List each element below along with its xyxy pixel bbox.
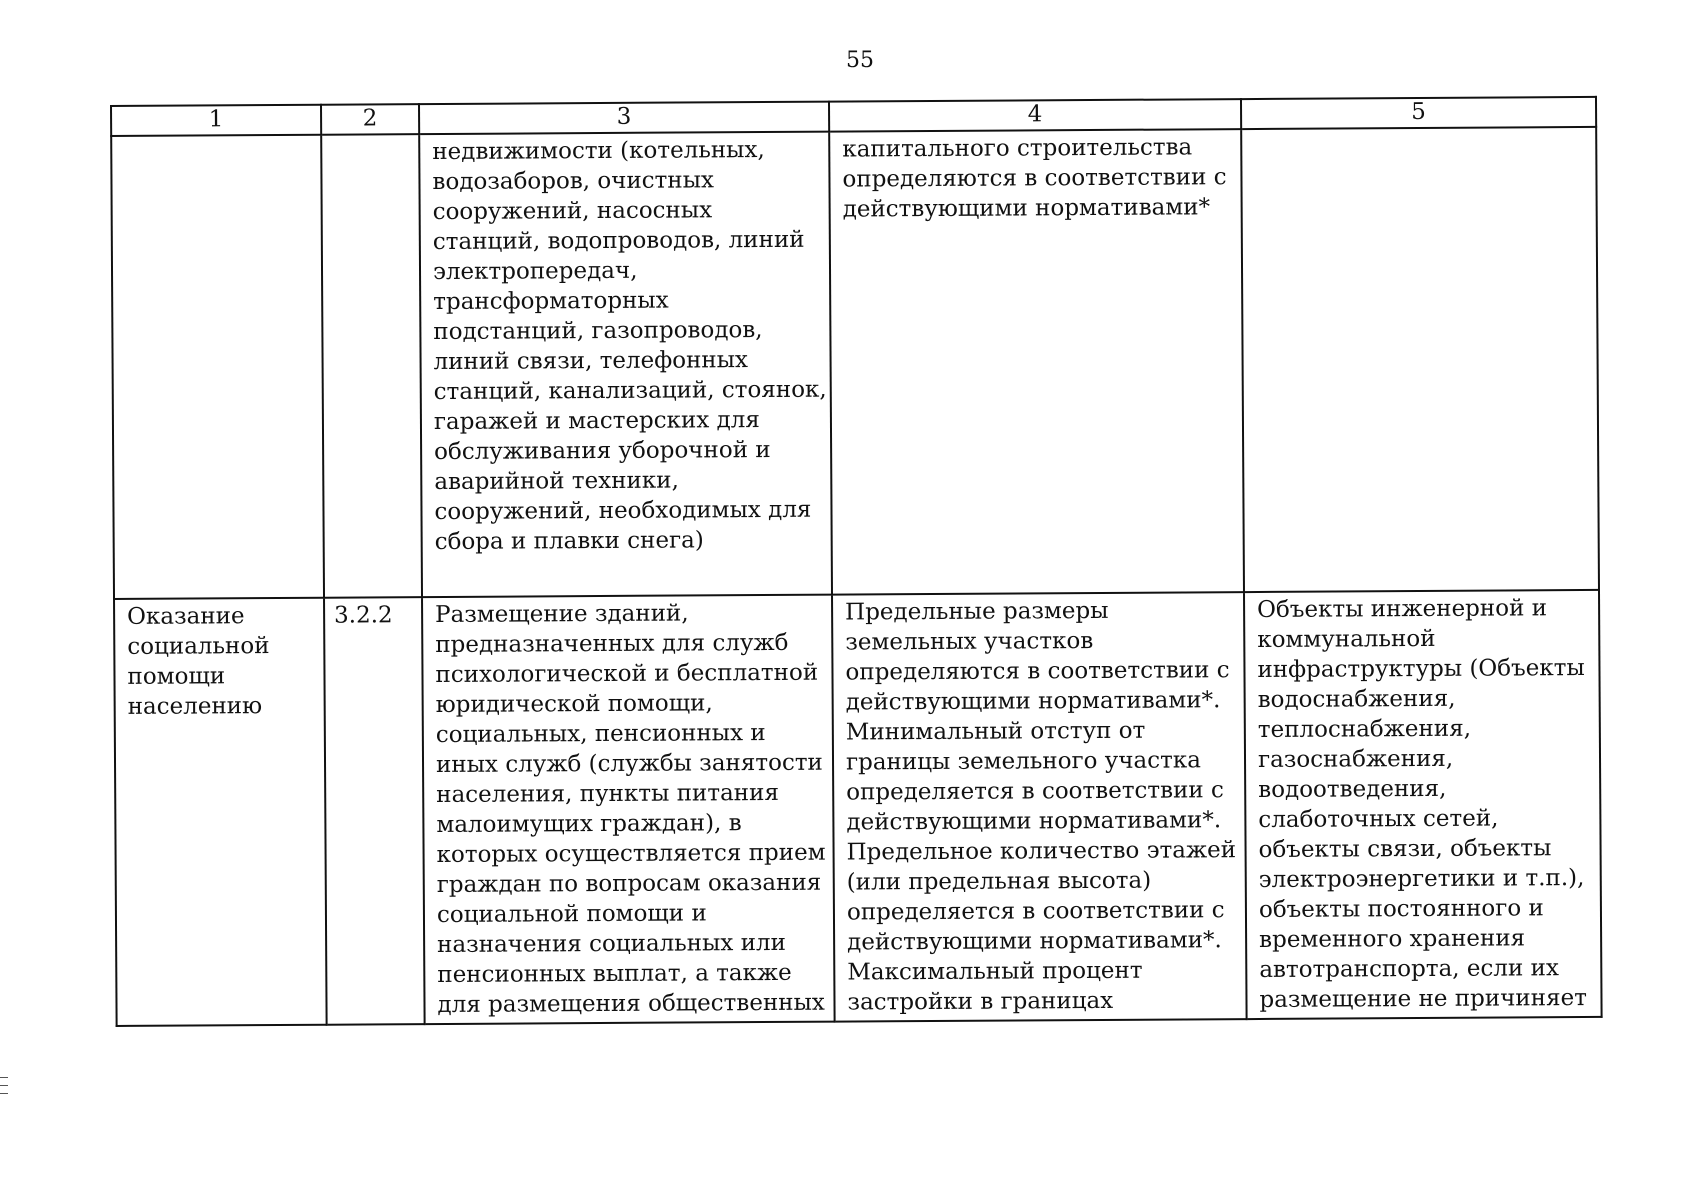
cell-text-line: определяется в соответствии с xyxy=(846,897,1225,926)
cell-text-line: Объекты инженерной и xyxy=(1257,595,1548,624)
column-header-5: 5 xyxy=(1241,97,1596,129)
cell-text-line: водоснабжения, xyxy=(1257,685,1456,714)
cell-text-line: для размещения общественных xyxy=(437,989,825,1019)
cell-text-line: Минимальный отступ от xyxy=(845,717,1146,746)
cell-text-line: определяются в соответствии с xyxy=(842,164,1227,193)
cell-text-line: юридической помощи, xyxy=(435,690,713,719)
cell-text-line: сооружений, насосных xyxy=(432,197,713,226)
cell-text-line: коммунальной xyxy=(1257,625,1436,654)
cell-parameters xyxy=(832,592,1247,1022)
cell-text-line: теплоснабжения, xyxy=(1257,715,1472,743)
cell-text-line: (или предельная высота) xyxy=(846,867,1152,896)
cell-text-line: малоимущих граждан), в xyxy=(436,810,742,839)
cell-auxiliary-uses xyxy=(1244,590,1602,1019)
cell-text-line: станций, канализаций, стоянок, xyxy=(433,376,827,406)
cell-text-line: населению xyxy=(127,693,263,720)
cell-text-line: действующими нормативами*. xyxy=(845,687,1221,716)
cell-text-line: социальной xyxy=(127,633,270,660)
cell-land-use-description xyxy=(419,132,832,597)
cell-text-line: которых осуществляется прием xyxy=(436,839,826,869)
cell-text-line: подстанций, газопроводов, xyxy=(433,317,763,346)
cell-text-line: помощи xyxy=(127,663,226,690)
column-header-4: 4 xyxy=(829,99,1241,132)
cell-text-line: социальных, пенсионных и xyxy=(435,720,766,749)
table-row xyxy=(114,590,1602,1026)
cell-text-line: действующими нормативами*. xyxy=(846,807,1222,836)
cell-text-line: сооружений, необходимых для xyxy=(434,496,812,526)
cell-text-line: Размещение зданий, xyxy=(435,600,689,629)
cell-land-use-name xyxy=(114,598,327,1026)
cell-text-line: определяется в соответствии с xyxy=(846,777,1224,806)
cell-text-line: недвижимости (котельных, xyxy=(432,137,765,166)
cell-text-line: застройки в границах xyxy=(847,987,1114,1016)
cell-text-line: водозаборов, очистных xyxy=(432,167,715,196)
cell-land-use-description xyxy=(422,595,835,1024)
cell-text-line: объекты постоянного и xyxy=(1258,895,1544,923)
cell-text-line: инфраструктуры (Объекты xyxy=(1257,655,1585,684)
cell-text-line: сбора и плавки снега) xyxy=(434,527,704,556)
cell-text-line: станций, водопроводов, линий xyxy=(432,226,805,256)
margin-mark xyxy=(0,1077,8,1078)
cell-text-line: населения, пункты питания xyxy=(436,779,780,809)
cell-auxiliary-uses xyxy=(1241,127,1599,592)
cell-text-line: газоснабжения, xyxy=(1257,745,1454,773)
cell-text-line: психологической и бесплатной xyxy=(435,659,819,689)
cell-text-line: действующими нормативами* xyxy=(842,194,1211,223)
regulations-table xyxy=(110,96,1603,1027)
cell-text-line: земельных участков xyxy=(845,628,1094,656)
cell-text-line: размещение не причиняет xyxy=(1259,984,1587,1013)
cell-land-use-code xyxy=(324,597,425,1025)
cell-text-line: пенсионных выплат, а также xyxy=(437,959,792,989)
margin-mark xyxy=(0,1093,8,1094)
cell-text-line: иных служб (службы занятости xyxy=(435,749,823,779)
cell-text-line: границы земельного участка xyxy=(845,747,1201,776)
cell-text-line: электроэнергетики и т.п.), xyxy=(1258,865,1585,893)
cell-land-use-name xyxy=(111,135,324,599)
cell-text-line: назначения социальных или xyxy=(437,929,787,959)
cell-text-line: Предельное количество этажей xyxy=(846,837,1237,866)
cell-text-line: водоотведения, xyxy=(1258,775,1447,803)
table-row xyxy=(111,127,1599,599)
cell-text-line: слаботочных сетей, xyxy=(1258,805,1499,833)
cell-text-line: обслуживания уборочной и xyxy=(434,436,771,466)
page-number: 55 xyxy=(846,48,874,73)
cell-text-line: Оказание xyxy=(127,603,245,630)
cell-text-line: гаражей и мастерских для xyxy=(433,407,760,436)
cell-text-line: временного хранения xyxy=(1259,925,1526,953)
cell-text-line: определяются в соответствии с xyxy=(845,657,1230,686)
cell-text-line: 3.2.2 xyxy=(334,602,393,629)
margin-mark xyxy=(0,1085,8,1086)
cell-text-line: социальной помощи и xyxy=(436,900,707,929)
cell-land-use-code xyxy=(321,134,422,598)
cell-text-line: действующими нормативами*. xyxy=(847,927,1222,956)
cell-text-line: аварийной техники, xyxy=(434,467,679,496)
column-header-3: 3 xyxy=(419,102,829,135)
cell-text-line: объекты связи, объекты xyxy=(1258,835,1552,863)
column-header-1: 1 xyxy=(111,105,321,136)
cell-text-line: Предельные размеры xyxy=(845,597,1109,626)
cell-text-line: Максимальный процент xyxy=(847,957,1143,986)
cell-text-line: линий связи, телефонных xyxy=(433,347,749,376)
cell-parameters xyxy=(829,129,1244,595)
cell-text-line: капитального строительства xyxy=(842,134,1193,163)
column-header-2: 2 xyxy=(321,104,419,135)
cell-text-line: граждан по вопросам оказания xyxy=(436,869,822,899)
cell-text-line: автотранспорта, если их xyxy=(1259,955,1559,983)
cell-text-line: электропередач, xyxy=(432,257,638,286)
cell-text-line: трансформаторных xyxy=(433,287,669,316)
cell-text-line: предназначенных для служб xyxy=(435,629,789,659)
